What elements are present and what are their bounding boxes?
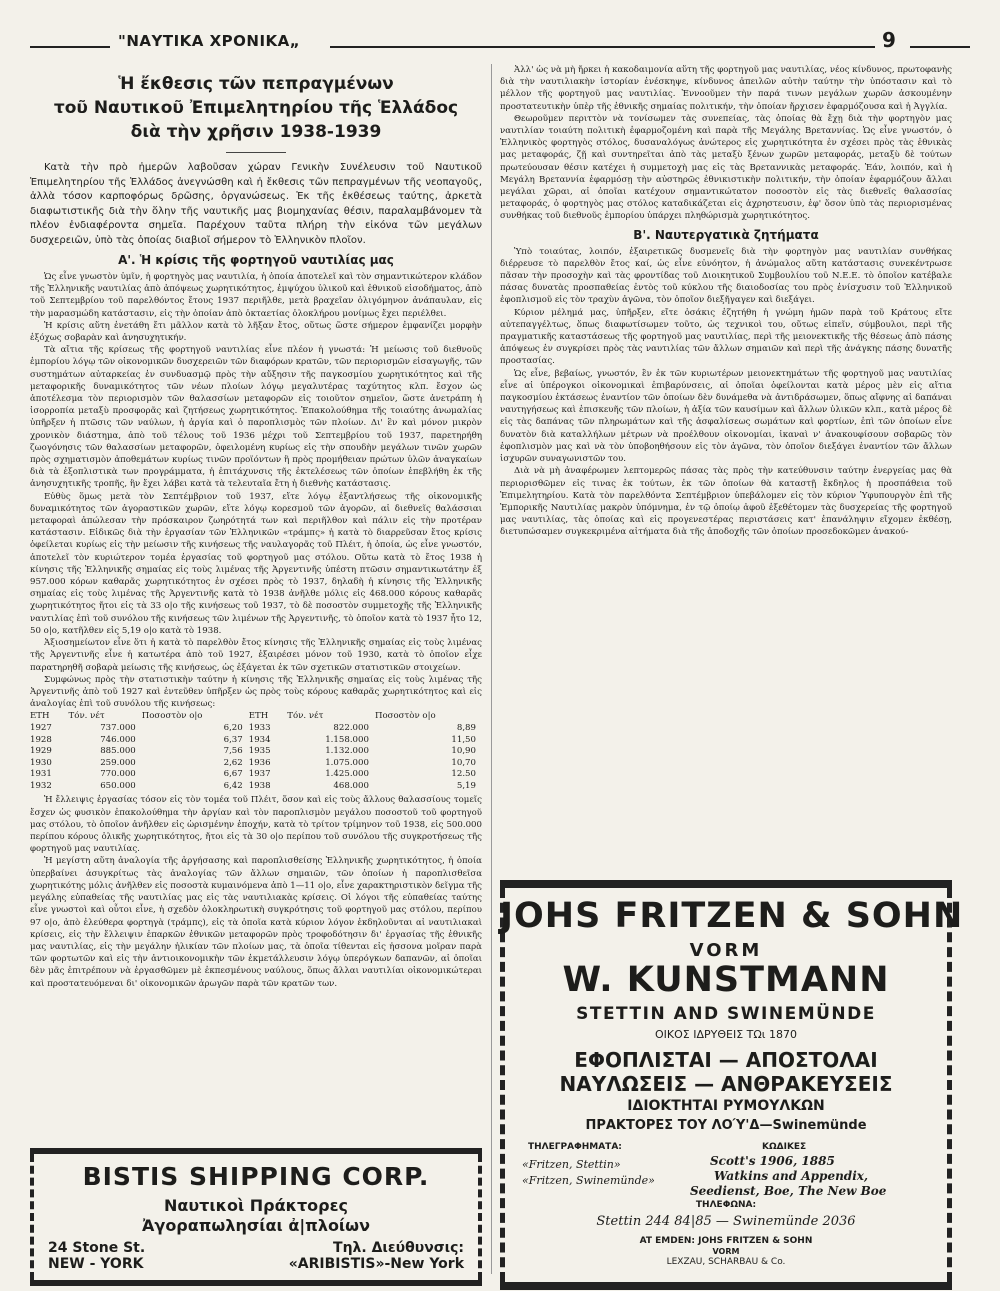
table-cell: 1931 [30,769,52,780]
table-cell: 6,20 [223,722,243,733]
table-cell: 1.425.000 [325,769,369,780]
section-b-heading: Β'. Ναυτεργατικὰ ζητήματα [633,227,819,242]
argentina-traffic-table [30,711,482,792]
paragraph: Ἡ κρίσις αὕτη ἐνετάθη ἔτι μᾶλλον κατὰ τὸ λῆξαν ἔτος, οὕτως ὥστε σήμερον ἐμφανίζει μορφὴν ἐξόχως σοβαρὰν καὶ ἀνησυχητικήν. [30,320,482,344]
table-header: Ποσοστὸν ο|ο [374,711,436,722]
ad-cities: STETTIN AND SWINEMÜNDE [576,1004,876,1024]
ad-code: Scott's 1906, 1885 [710,1154,835,1168]
table-row [30,746,482,758]
table-cell: 650.000 [100,780,136,791]
table-cell: 1929 [30,746,52,757]
left-column [30,64,482,990]
table-header-row [30,711,482,723]
article-title-line: διὰ τὴν χρῆσιν 1938-1939 [130,122,382,142]
table-cell: 1928 [30,734,52,745]
ad-successor-name: W. KUNSTMANN [562,960,890,1000]
table-cell: 7,56 [223,746,243,757]
table-cell: 1936 [248,757,271,768]
table-cell: 6,42 [223,780,243,791]
table-header: ΕΤΗ [30,711,50,722]
table-cell: 1927 [30,722,52,733]
article-title-line: τοῦ Ναυτικοῦ Ἐπιμελητηρίου τῆς Ἑλλάδος [53,98,459,118]
ad-tagline: Ἀγοραπωλησίαι ἀ|πλοίων [142,1216,370,1235]
table-cell: 8,89 [456,722,476,733]
table-cell: 746.000 [100,734,136,745]
table-row [30,723,482,735]
table-cell: 11,50 [451,734,476,745]
header-rule-right [330,46,875,48]
table-cell: 468.000 [333,780,369,791]
article-intro: Κατὰ τὴν πρὸ ἡμερῶν λαβοῦσαν χώραν Γενικὴν Συνέλευσιν τοῦ Ναυτικοῦ Ἐπιμελητηρίου τῆς Ἑλλάδος ἀνεγνώσθη καὶ ἡ ἔκθεσις τῶν πεπραγμένων τῆς νεοπαγοῦς, ἀλλὰ τόσον καρποφόρως δρῶσης, ὀργανώσεως. Ἐκ τῆς ἐκθέσεως ταύτης, ἀρκετὰ διαφωτιστικῆς διὰ τὴν ὅλην τῆς ναυτικῆς μας βιομηχανίας θέσιν, παραλαμβάνομεν τὰ πλέον ἐνδιαφέροντα σημεῖα. Παρέχουν ταῦτα πλήρη τὴν εἰκόνα τῶν μεγάλων δυσχερειῶν, ὑπὸ τὰς ὁποίας διαβιοῖ σήμερον τὸ Ἑλληνικὸν πλοῖον. [30,162,482,246]
article-title [30,72,482,144]
publication-title: "ΝΑΥΤΙΚΑ ΧΡΟΝΙΚΑ„ [118,32,301,50]
paragraph: Θεωροῦμεν περιττὸν νὰ τονίσωμεν τὰς συνεπείας, τὰς ὁποίας θὰ ἔχῃ διὰ τὴν φορτηγὸν μας ναυτιλίαν τοιαύτη πολιτικὴ ἐφαρμοζομένη καὶ παρὰ τῆς Μεγάλης Βρεταννίας. Ὡς εἶνε γνωστόν, ὁ Ἑλληνικὸς φορτηγὸς στόλος, δυσαναλόγως ἀνώτερος εἰς χωρητικότητα ἐν σχέσει πρὸς τὰς ἐθνικὰς μας μεταφοράς, ζῇ καὶ συντηρεῖται ἀπὸ τὰς μεταξὺ ξένων χωρῶν μεταφοράς, μεταξὺ δὲ τούτων πρωτεύουσαν θέσιν κατέχει ἡ συμμετοχὴ μας εἰς τὰς Βρεταννικὰς μεταφοράς. Ἐάν, λοιπόν, καὶ ἡ Μεγάλη Βρεταννία ἐφαρμόσῃ τὴν αὐστηρῶς ἐθνικιστικὴν πολιτικήν, τὴν ὁποίαν ἐφαρμόζουν ἄλλαι μεγάλαι χῶραι, αἱ ὁποῖαι κατέχουν σημαντικώτατον ποσοστὸν εἰς τὰς διεθνεῖς θαλασσίας μεταφοράς, ὁ φορτηγὸς μας στόλος καταδικάζεται εἰς ἀχρηστευσιν, ἐφ' ὅσον ὑπὸ τὰς περιορισμένας συνθήκας τοῦ διεθνοῦς ἐμπορίου ὑπάρχει πληθώρισμὰ χωρητικότητος. [500,113,952,222]
bistis-shipping-ad [30,1148,482,1286]
ad-telegraph-address: «ARIBISTIS»-New York [288,1256,464,1272]
table-cell: 12.50 [451,769,476,780]
paragraph: Ὑπὸ τοιαύτας, λοιπόν, ἐξαιρετικῶς δυσμενεῖς διὰ τὴν φορτηγὸν μας ναυτιλίαν συνθήκας διέρρευσε τὸ παρελθὸν ἔτος καί, ὡς εἶνε εὐνόητον, ἡ ἀνώμαλος αὕτη κατάστασις συνεκέντρωσε πᾶσαν τὴν προσοχὴν καὶ τὰς φροντίδας τοῦ Διοικητικοῦ Συμβουλίου τοῦ Ν.Ε.Ε. τὸ ὁποῖον κατέβαλε πάσας δυνατὰς προσπαθείας ἐντὸς τοῦ κύκλου τῆς διαιοδοσίας του πρὸς ἐνίσχυσιν τοῦ Ἑλληνικοῦ ἐφοπλισμοῦ εἰς τὸν τραχὺν ἀγῶνα, τὸν ὁποῖον διεξῆγαγεν καὶ διεξάγει. [500,246,952,306]
paragraph: Ἀξιοσημείωτον εἶνε ὅτι ἡ κατὰ τὸ παρελθὸν ἔτος κίνησις τῆς Ἑλληνικῆς σημαίας εἰς τοὺς λιμένας τῆς Ἀργεντινῆς εἶνε ἡ κατωτέρα ἀπὸ τοῦ 1927, ἐξαιρέσει μόνον τοῦ 1930, κατὰ τὸ ὁποῖον εἶχε παρατηρηθῆ σοβαρὰ μείωσις τῆς κινήσεως, ὡς ἐξάγεται ἐκ τῶν σχετικῶν στατιστικῶν στοιχείων. [30,638,482,673]
table-header: ΕΤΗ [248,711,269,722]
table-cell: 259.000 [100,757,136,768]
paragraph: Συμφώνως πρὸς τὴν στατιστικὴν ταύτην ἡ κίνησις τῆς Ἑλληνικῆς σημαίας εἰς τοὺς λιμένας τῆς Ἀργεντινῆς ἀπὸ τοῦ 1927 καὶ ἐντεῦθεν ὑπῆρξεν ὡς πρὸς τοὺς κόρους καθαρᾶς χωρητικότητος καὶ εἰς ἀναλογίας ἐπὶ τοῦ συνόλου τῆς κινήσεως: [30,674,482,710]
paragraph: Ὡς εἶνε γνωστὸν ὑμῖν, ἡ φορτηγὸς μας ναυτιλία, ἡ ὁποία ἀποτελεῖ καὶ τὸν σημαντικώτερον κλάδον τῆς Ἑλληνικῆς ναυτιλίας ἀπὸ ἀπόψεως χωρητικότητος, ἐμψύχου ὑλικοῦ καὶ ἐθνικοῦ εἰσοδήματος, ἀπὸ τοῦ Σεπτεμβρίου τοῦ παρελθόντος ἔτους 1937 περιῆλθε, μετὰ βραχεῖαν ὀλιγόμηνον ἀνάπαυλαν, εἰς τὴν μαρασμώδη κατάστασιν, εἰς τὴν ὁποίαν ἀπὸ ὀκταετίας ὁλοκλήρου μονίμως ἔχει περιέλθει. [30,272,482,319]
ad-services: ΝΑΥΛΩΣΕΙΣ — ΑΝΘΡΑΚΕΥΣΕΙΣ [559,1072,893,1096]
paragraph: Διὰ νὰ μὴ ἀναφέρωμεν λεπτομερῶς πάσας τὰς πρὸς τὴν κατεύθυνσιν ταύτην ἐνεργείας μας θὰ περιορισθῶμεν εἰς τινας ἐκ τούτων, ἐκ τῶν ὁποίων θὰ καταστῇ ἔκδηλος ἡ προσπάθεια τοῦ Ἐπιμελητηρίου. Κατὰ τὸν παρελθόντα Σεπτέμβριον ὑπεβάλομεν εἰς τὸν κύριον Ὑφυπουργὸν ἐπὶ τῆς Ἐμπορικῆς Ναυτιλίας μακρὸν ὑπόμνημα, ἐν τῷ ὁποίῳ ἀφοῦ ἐξεθέτομεν τὰς δυσχερείας τῆς φορτηγοῦ μας ναυτιλίας, τὰς ὁποίας καὶ εἰς προγενεστέρας περιστάσεις κατ' ἐπανάληψιν εἴχομεν ἐκθέσῃ, διετυπώσαμεν συγκεκριμένα αἰτήματα διὰ τῆς ἀποδοχῆς τῶν ὁποίων προσεδοκῶμεν ἀνακού- [500,466,952,538]
paragraph: Κύριον μέλημά μας, ὑπῆρξεν, εἴτε ὁσάκις ἐζητήθη ἡ γνώμη ἡμῶν παρὰ τοῦ Κράτους εἴτε αὐτεπαγγέλτως, ὅπως διαφωτίσωμεν τοῦτο, ὡς τεχνικοὶ του, οὕτως εἰπεῖν, σύμβουλοι, περὶ τῆς πραγματικῆς καταστάσεως τῆς φορτηγοῦ μας ναυτιλίας, περὶ τῆς μειονεκτικῆς τῆς θέσεως ἀπὸ πάσης ἀπόψεως ἐν συγκρίσει πρὸς τὰς ναυτιλίας τῶν ἄλλων σημαιῶν καὶ περὶ τῆς ἀνάγκης πάσης δυνατῆς προστασίας. [500,307,952,367]
table-cell: 10,90 [451,746,476,757]
ad-company-name: BISTIS SHIPPING CORP. [82,1162,430,1191]
table-cell: 737.000 [100,722,136,733]
table-cell: 770.000 [100,769,136,780]
ad-emden-firm: LEXZAU, SCHARBAU & Co. [666,1257,786,1267]
ad-vorm: VORM [689,940,763,961]
header-rule-end [910,46,970,48]
table-cell: 6,37 [223,734,243,745]
table-cell: 2,62 [223,757,243,768]
table-cell: 1938 [248,780,271,791]
table-cell: 1934 [248,734,271,745]
table-cell: 1933 [248,722,271,733]
ad-phones: Stettin 244 84|85 — Swinemünde 2036 [596,1214,856,1229]
ad-owners: ΙΔΙΟΚΤΗΤΑΙ ΡΥΜΟΥΛΚΩΝ [627,1098,825,1114]
section-a-heading: Α'. Ἡ κρίσις τῆς φορτηγοῦ ναυτιλίας μας [118,253,394,267]
table-cell: 1932 [30,780,52,791]
table-cell: 885.000 [100,746,136,757]
table-cell: 5,19 [456,780,476,791]
table-header: Ποσοστὸν ο|ο [141,711,203,722]
ad-code: Seedienst, Boe, The New Boe [690,1184,887,1198]
table-cell: 1.132.000 [325,746,369,757]
paragraph: Ἡ ἔλλειψις ἐργασίας τόσον εἰς τὸν τομέα τοῦ Πλέιτ, ὅσον καὶ εἰς τοὺς ἄλλους θαλασσίους τομεῖς ἔσχεν ὡς φυσικὸν ἐπακολούθημα τὴν ἀργίαν καὶ τὸν παροπλισμὸν μεγάλου ποσοστοῦ τοῦ φορτηγοῦ μας στόλου, τὸ ὁποῖον ἀνῆλθεν εἰς ὡρισμένην ἐποχήν, κατὰ τὸ τρίτον τρίμηνον τοῦ 1938, εἰς 500.000 περίπου κόρους ὁλικῆς χωρητικότητος, ἤτοι εἰς τὰ 30 ο|ο περίπου τοῦ συνόλου τῆς συγκροτήσεως τῆς φορτηγοῦ μας ναυτιλίας. [30,795,482,855]
header-rule-left [30,46,110,48]
ad-emden-office: AT EMDEN: JOHS FRITZEN & SOHN [639,1236,813,1246]
table-row [30,781,482,793]
table-row [30,758,482,770]
paragraph: Εὐθὺς ὅμως μετὰ τὸν Σεπτέμβριον τοῦ 1937, εἴτε λόγῳ ἐξαντλήσεως τῆς οἰκονομικῆς δυναμικότητος τῶν ἀγοραστικῶν χωρῶν, εἴτε λόγῳ κορεσμοῦ τῶν ἀγορῶν, αἱ διεθνεῖς θαλάσσιαι μεταφοραὶ ἀπώλεσαν τὴν πρόσκαιρον ζωηρότητά των καὶ περιῆλθον καὶ πάλιν εἰς τὴν προτέραν κατάστασιν. Εἰδικῶς διὰ τὴν ἐργασίαν τῶν Ἑλληνικῶν «τράμπς» ἡ κατὰ τὸ διαρρεῦσαν ἔτος κρίσις ὀφείλεται κυρίως εἰς τὴν μείωσιν τῆς κινήσεως τῆς ναυλαγορᾶς τοῦ Πλέιτ, ἡ ὁποία, ὡς εἶνε γνωστόν, ἀποτελεῖ τὸν κυριώτερον τομέα ἐργασίας τοῦ φορτηγοῦ μας στόλου. Οὕτω κατὰ τὸ ἔτος 1938 ἡ κίνησις τῆς Ἑλληνικῆς σημαίας εἰς τοὺς λιμένας τῆς Ἀργεντινῆς ὑπέστη πτῶσιν σημαντικωτάτην ἐξ 957.000 κόρων καθαρᾶς χωρητικότητος ἐν σχέσει πρὸς τὸ 1937, δηλαδὴ ἡ κίνησις τῆς Ἑλληνικῆς σημαίας εἰς τοὺς λιμένας τῆς Ἀργεντινῆς κατὰ τὸ 1938 ἀνῆλθε μόλις εἰς 468.000 κόρους καθαρᾶς χωρητικότητος ἤτοι εἰς τὰ 33 ο|ο τῆς κινήσεως τοῦ 1937, τὸ δὲ ποσοστὸν συμμετοχῆς τῆς Ἑλληνικῆς ναυτιλίας ἐπὶ τοῦ συνόλου τῆς κινήσεως τῶν λιμένων τῆς Ἀργεντινῆς, τὸ ὁποῖον κατὰ τὸ 1937 ἦτο 12, 50 ο|ο, κατῆλθεν εἰς 5,19 ο|ο κατὰ τὸ 1938. [30,491,482,636]
table-cell: 6,67 [223,769,243,780]
table-cell: 1937 [248,769,271,780]
ad-agents: ΠΡΑΚΤΟΡΕΣ ΤΟΥ ΛΟΎ'Δ—Swinemünde [585,1118,867,1133]
paragraph: Τὰ αἴτια τῆς κρίσεως τῆς φορτηγοῦ ναυτιλίας εἶνε πλέον ἡ γνωστά: Ἡ μείωσις τοῦ διεθνοῦς ἐμπορίου λόγῳ τῶν οἰκονομικῶν δυσχερειῶν τῶν διαφόρων κρατῶν, τῶν περιορισμῶν εἰσαγωγῆς, τῶν συστημάτων αὐταρκείας ἐν συνδυασμῷ πρὸς τὴν αὔξησιν τῆς παγκοσμίου χωρητικότητος καὶ τῆς μεταφορικῆς δυναμικότητος τῶν νέων πλοίων λόγῳ μεγαλυτέρας ταχύτητος κλπ. ἔσχον ὡς ἀποτέλεσμα τὸν περιορισμὸν τῶν θαλασσίων μεταφορῶν εἰς τοιοῦτον σημεῖον, ὥστε ἀνετράπη ἡ ἰσορροπία μεταξὺ προσφορᾶς καὶ ζητήσεως χωρητικότητος. Ἐπακολούθημα τῆς τοιαύτης ἀνωμαλίας ὑπῆρξεν ἡ πτῶσις τῶν ναύλων, ἡ ἀργία καὶ ὁ παροπλισμὸς τῶν πλοίων. Δι' ἓν καὶ μόνον μικρὸν χρονικὸν διάστημα, ἀπὸ τοῦ τέλους τοῦ 1936 μέχρι τοῦ Σεπτεμβρίου τοῦ 1937, παρετηρήθη ζωογόνησις τῶν θαλασσίων μεταφορῶν, ὀφειλομένη κυρίως εἰς τὴν σπουδὴν μεγάλων τινῶν χωρῶν πρὸς σχηματισμὸν ἀποθεμάτων κυρίως τινῶν προϊόντων ἢ πρὸς προμήθειαν πρώτων ὑλῶν ἀναγκαίων διὰ τὰ ἐξοπλιστικὰ των προγράμματα, ἡ ἐπιτάχυνσις τῆς ἐκτελέσεως τῶν ὁποίων ἐπεβλήθη ἐκ τῆς ἀνησυχητικῆς τροπῆς, ἣν ἔχει λάβει κατὰ τὰ τελευταῖα ἔτη ἡ διεθνὴς κατάστασις. [30,345,482,490]
ad-telegram: «Fritzen, Swinemünde» [522,1174,655,1187]
ad-address: 24 Stone St. [48,1240,146,1256]
right-column [500,64,952,874]
ad-services: ΕΦΟΠΛΙΣΤΑΙ — ΑΠΟΣΤΟΛΑΙ [574,1048,878,1072]
ad-codes-label: ΚΩΔΙΚΕΣ [762,1142,807,1152]
ad-tagline: Ναυτικοὶ Πράκτορες [163,1196,349,1215]
table-cell: 1935 [248,746,271,757]
ad-code: Watkins and Appendix, [714,1169,869,1183]
ad-phones-label: ΤΗΛΕΦΩΝΑ: [695,1200,757,1210]
ad-founded: ΟΙΚΟΣ ΙΔΡΥΘΕΙΣ ΤΩι 1870 [655,1028,797,1041]
ad-telegraph-label: Τηλ. Διεύθυνσις: [333,1240,464,1256]
column-divider [491,64,492,1274]
ad-telegrams-label: ΤΗΛΕΓΡΑΦΗΜΑΤΑ: [528,1142,622,1152]
ad-company-name: JOHS FRITZEN & SOHN [500,896,964,936]
article-title-line: Ἡ ἔκθεσις τῶν πεπραγμένων [118,74,394,94]
paragraph: Ἡ μεγίστη αὕτη ἀναλογία τῆς ἀργήσασης καὶ παροπλισθείσης Ἑλληνικῆς χωρητικότητος, ἡ ὁποία ὑπερβαίνει ἀσυγκρίτως τὰς ἀναλογίας τῶν ἄλλων σημαιῶν, τῶν ὁποίων ἡ παροπλισθεῖσα χωρητικότης μόλις ἀνῆλθεν εἰς ποσοστὰ κυμαινόμενα ἀπὸ 1—11 ο|ο, εἶνε χαρακτηριστικὸν δεῖγμα τῆς μεγάλης εὐπαθείας τῆς ναυτιλίας μας εἰς τὰς ναυτιλιακὰς κρίσεις. Οἱ λόγοι τῆς εὐπαθείας ταύτης εἶνε γνωστοὶ καὶ οὗτοι εἶνε, ἡ σχεδὸν ὁλοκληρωτικὴ συγκρότησις τοῦ φορτηγοῦ μας στόλου, περίπου 97 ο|ο, ἀπὸ ἐλεύθερα φορτηγὰ (τράμπς), εἰς τὰ ὁποῖα κατὰ κύριον λόγον ἐκδηλοῦνται αἱ ναυτιλιακαὶ κρίσεις, εἰς τὴν ἔλλειψιν ἐπαρκῶν ἐθνικῶν μεταφορῶν πρὸς τροφοδότησιν δι' ἐργασίας τῆς ἐθνικῆς μας ναυτιλίας, εἰς τὴν μεγάλην ἡλικίαν τῶν πλοίων μας, τὰ ὁποῖα τίθενται εἰς ἡσσονα μοῖραν παρὰ τῶν φορτωτῶν καὶ εἰς τὴν ἀντιοικονομικὴν τῶν ἐκμετάλλευσιν λόγῳ ὑπερόγκων δαπανῶν, αἱ ὁποῖαι δὲν μᾶς ἐπιτρέπουν νὰ ἐργασθῶμεν μὲ ἐκπεσμένους ναύλους, ὅπως ἄλλαι ναυτιλίαι οἰκονομικώτεραι καὶ προστατευόμεναι δι' οἰκονομικῶν ἀρωγῶν παρὰ τῶν κρατῶν των. [30,856,482,989]
ad-telegram: «Fritzen, Stettin» [522,1158,621,1171]
fritzen-sohn-ad [500,880,964,1290]
table-header: Τόν. νέτ [287,711,324,722]
table-cell: 1.158.000 [325,734,369,745]
ad-address: NEW - YORK [48,1256,144,1272]
page-number: 9 [882,28,896,52]
table-cell: 10,70 [451,757,476,768]
paragraph: Ἀλλ' ὡς νὰ μὴ ἤρκει ἡ κακοδαιμονία αὕτη τῆς φορτηγοῦ μας ναυτιλίας, νέος κίνδυνος, πρωτοφανὴς διὰ τὴν ναυτιλιακὴν ἱστορίαν ἐνέσκηψε, κίνδυνος ἀπειλῶν αὐτὴν ταύτην τὴν ὑπόστασιν καὶ τὸ μέλλον τῆς φορτηγοῦ μας ναυτιλίας. Ἐννοοῦμεν τὴν παρά τινων μεγάλων χωρῶν ἀσκουμένην προστατευτικὴν ὑπὲρ τῆς ἐθνικῆς σημαίας πολιτικήν, τὴν ὁποίαν ἤρχισεν ἐφαρμόζουσα καὶ ἡ Ἀγγλία. [500,65,952,112]
ad-vorm: VORM [712,1247,740,1256]
page-header [30,22,970,52]
table-row [30,735,482,747]
table-cell: 1930 [30,757,52,768]
table-cell: 1.075.000 [325,757,369,768]
paragraph: Ὡς εἶνε, βεβαίως, γνωστόν, ἓν ἐκ τῶν κυριωτέρων μειονεκτημάτων τῆς φορτηγοῦ μας ναυτιλίας εἶνε αἱ ὑπέρογκοι οἰκονομικαὶ ἐπιβαρύνσεις, αἱ ὁποῖαι ὀφείλονται κατὰ μέρος μὲν εἰς αἴτια παγκοσμίου ἐκτάσεως ἐναντίον τῶν ὁποίων δὲν δυνάμεθα νὰ ἀντιδράσωμεν, ὅπως αἴφνης αἱ δαπάναι ναυτηγήσεως καὶ ἐπισκευῆς τῶν πλοίων, ἡ ἀξία τῶν καυσίμων καὶ ἄλλων ὑλικῶν κλπ., κατὰ μέρος δὲ εἰς τὰς δαπάνας τῶν πληρωμάτων καὶ τῆς ἀσφαλίσεως σωμάτων καὶ φορτίων, ἐπὶ τῶν ὁποίων εἶνε δυνατὸν διὰ καταλλήλων μέτρων νὰ προέλθουν οἰκονομίαι, ἱκαναὶ ν' ἀνακουφίσουν σοβαρῶς τὸν ἐφοπλισμὸν μας καὶ νὰ τὸν ὑποβοηθήσουν εἰς τὸν ἀγῶνα, τὸν ὁποῖον διεξάγει ἐναντίον τῶν ἄλλων ἰσχυρῶν συναγωνιστῶν του. [500,368,952,465]
table-row [30,769,482,781]
title-divider [226,152,286,153]
table-header: Τόν. νέτ [68,711,105,722]
table-cell: 822.000 [333,722,369,733]
